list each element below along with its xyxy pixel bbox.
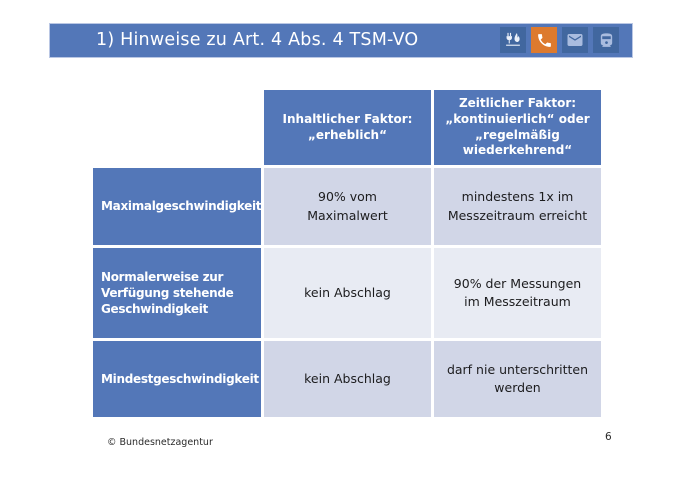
cell-max-zeitlich: mindestens 1x im Messzeitraum erreicht [434,168,601,245]
title-bar [49,23,633,58]
row-header-normalerweise: Normalerweise zur Verfügung stehende Geschwindigkeit [93,248,261,338]
table-corner-spacer [93,90,261,165]
cell-min-zeitlich: darf nie unterschritten werden [434,341,601,417]
content-table [93,90,601,417]
cell-min-inhaltlich: kein Abschlag [264,341,431,417]
train-icon[interactable] [593,27,619,53]
row-header-mindestgeschwindigkeit: Mindestgeschwindigkeit [93,341,261,417]
icon-strip [500,27,619,53]
phone-icon[interactable] [531,27,557,53]
envelope-glyph [566,31,584,49]
mail-icon[interactable] [562,27,588,53]
cell-normal-zeitlich: 90% der Messungen im Messzeitraum [434,248,601,338]
plug-flame-glyph [504,31,522,49]
train-glyph [598,32,615,49]
page-number: 6 [605,431,612,443]
col-header-inhaltlich: Inhaltlicher Faktor: „erheblich“ [264,90,431,165]
phone-glyph [536,32,553,49]
cell-max-inhaltlich: 90% vom Maximalwert [264,168,431,245]
slide-title: 1) Hinweise zu Art. 4 Abs. 4 TSM-VO [96,30,419,50]
cell-normal-inhaltlich: kein Abschlag [264,248,431,338]
energy-icon[interactable] [500,27,526,53]
col-header-zeitlich: Zeitlicher Faktor: „kontinuierlich“ oder „regelmäßig wiederkehrend“ [434,90,601,165]
row-header-maximalgeschwindigkeit: Maximalgeschwindigkeit [93,168,261,245]
copyright-text: © Bundesnetzagentur [107,437,213,448]
